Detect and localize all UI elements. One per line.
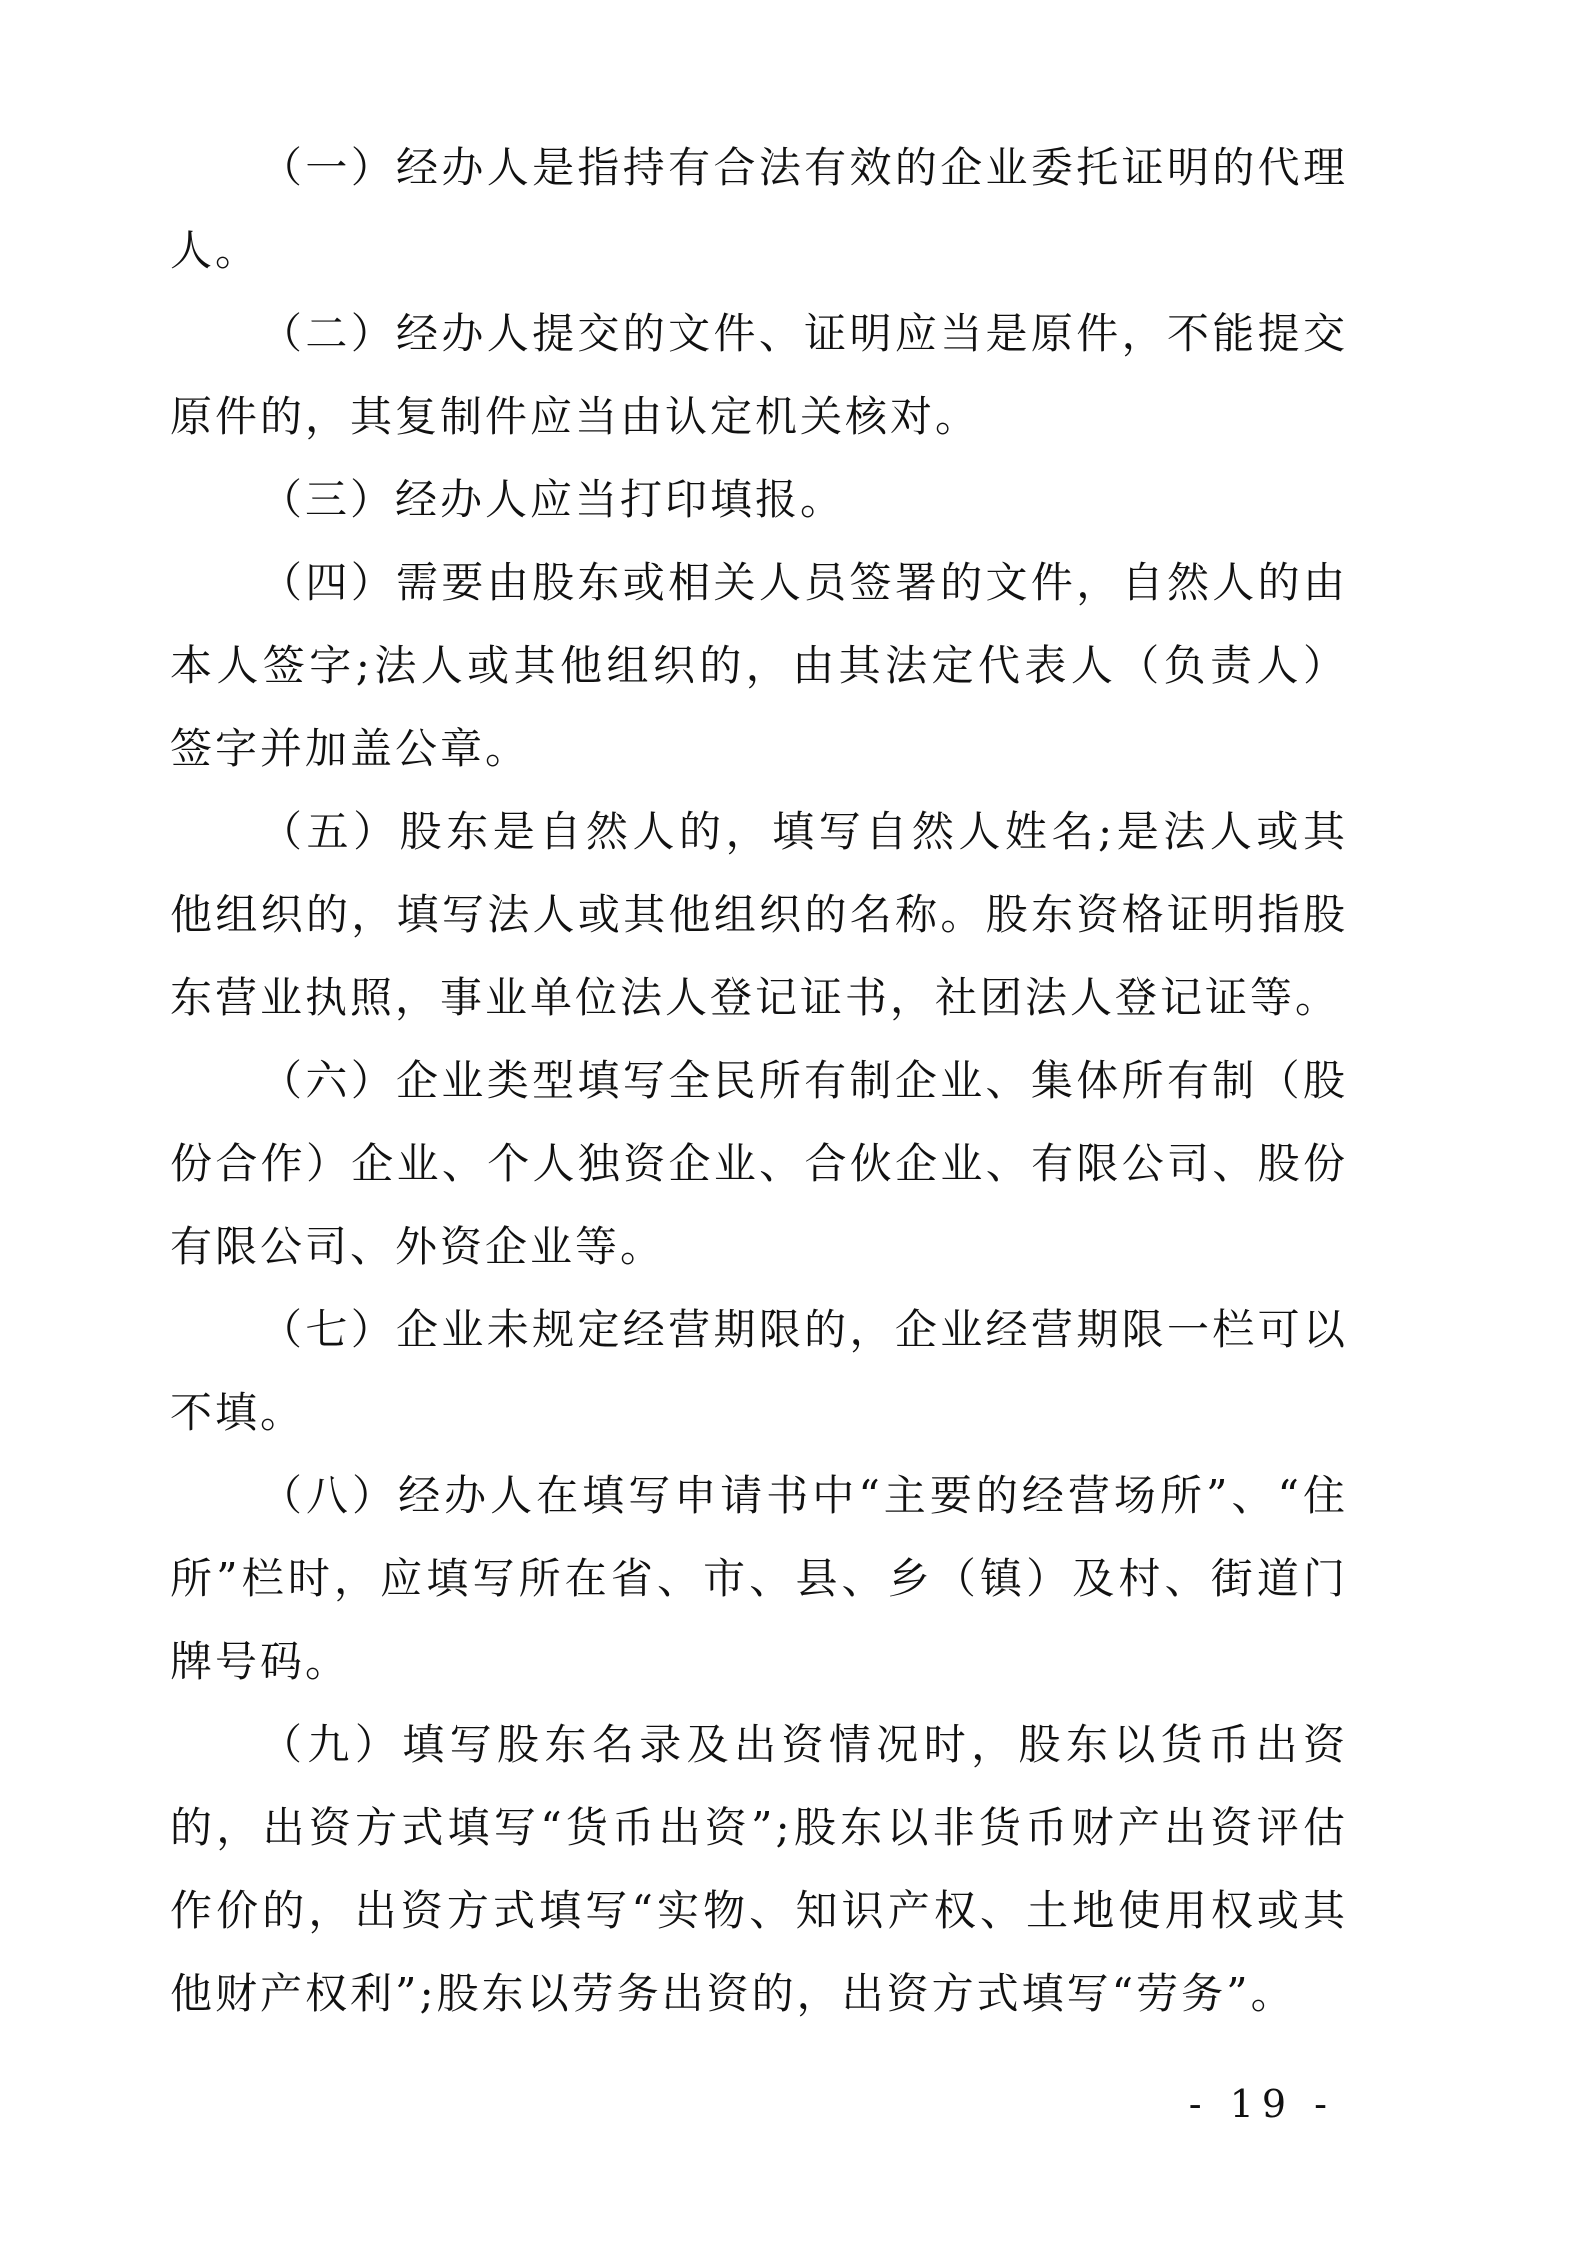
paragraph-item-6: （六）企业类型填写全民所有制企业、集体所有制（股份合作）企业、个人独资企业、合伙企业、有限公司、股份有限公司、外资企业等。 bbox=[170, 1056, 1348, 1271]
paragraph-item-9: （九）填写股东名录及出资情况时，股东以货币出资的，出资方式填写“货币出资”;股东以非货币财产出资评估作价的，出资方式填写“实物、知识产权、土地使用权或其他财产权利”;股东以劳务出资的，出资方式填写“劳务”。 bbox=[170, 1720, 1348, 2018]
paragraph-item-2: （二）经办人提交的文件、证明应当是原件，不能提交原件的，其复制件应当由认定机关核对。 bbox=[170, 309, 1348, 441]
paragraph-item-7: （七）企业未规定经营期限的，企业经营期限一栏可以不填。 bbox=[170, 1305, 1348, 1437]
page-number: - 19 - bbox=[1188, 2082, 1335, 2126]
paragraph-item-5: （五）股东是自然人的，填写自然人姓名;是法人或其他组织的，填写法人或其他组织的名称。股东资格证明指股东营业执照，事业单位法人登记证书，社团法人登记证等。 bbox=[170, 807, 1348, 1022]
paragraph-item-3: （三）经办人应当打印填报。 bbox=[260, 475, 846, 524]
paragraph-item-1: （一）经办人是指持有合法有效的企业委托证明的代理人。 bbox=[170, 143, 1348, 275]
document-body bbox=[170, 0, 1348, 2035]
paragraph-item-4: （四）需要由股东或相关人员签署的文件，自然人的由本人签字;法人或其他组织的，由其法定代表人（负责人）签字并加盖公章。 bbox=[170, 558, 1348, 773]
paragraph-item-8: （八）经办人在填写申请书中“主要的经营场所”、“住所”栏时，应填写所在省、市、县、乡（镇）及村、街道门牌号码。 bbox=[170, 1471, 1348, 1686]
